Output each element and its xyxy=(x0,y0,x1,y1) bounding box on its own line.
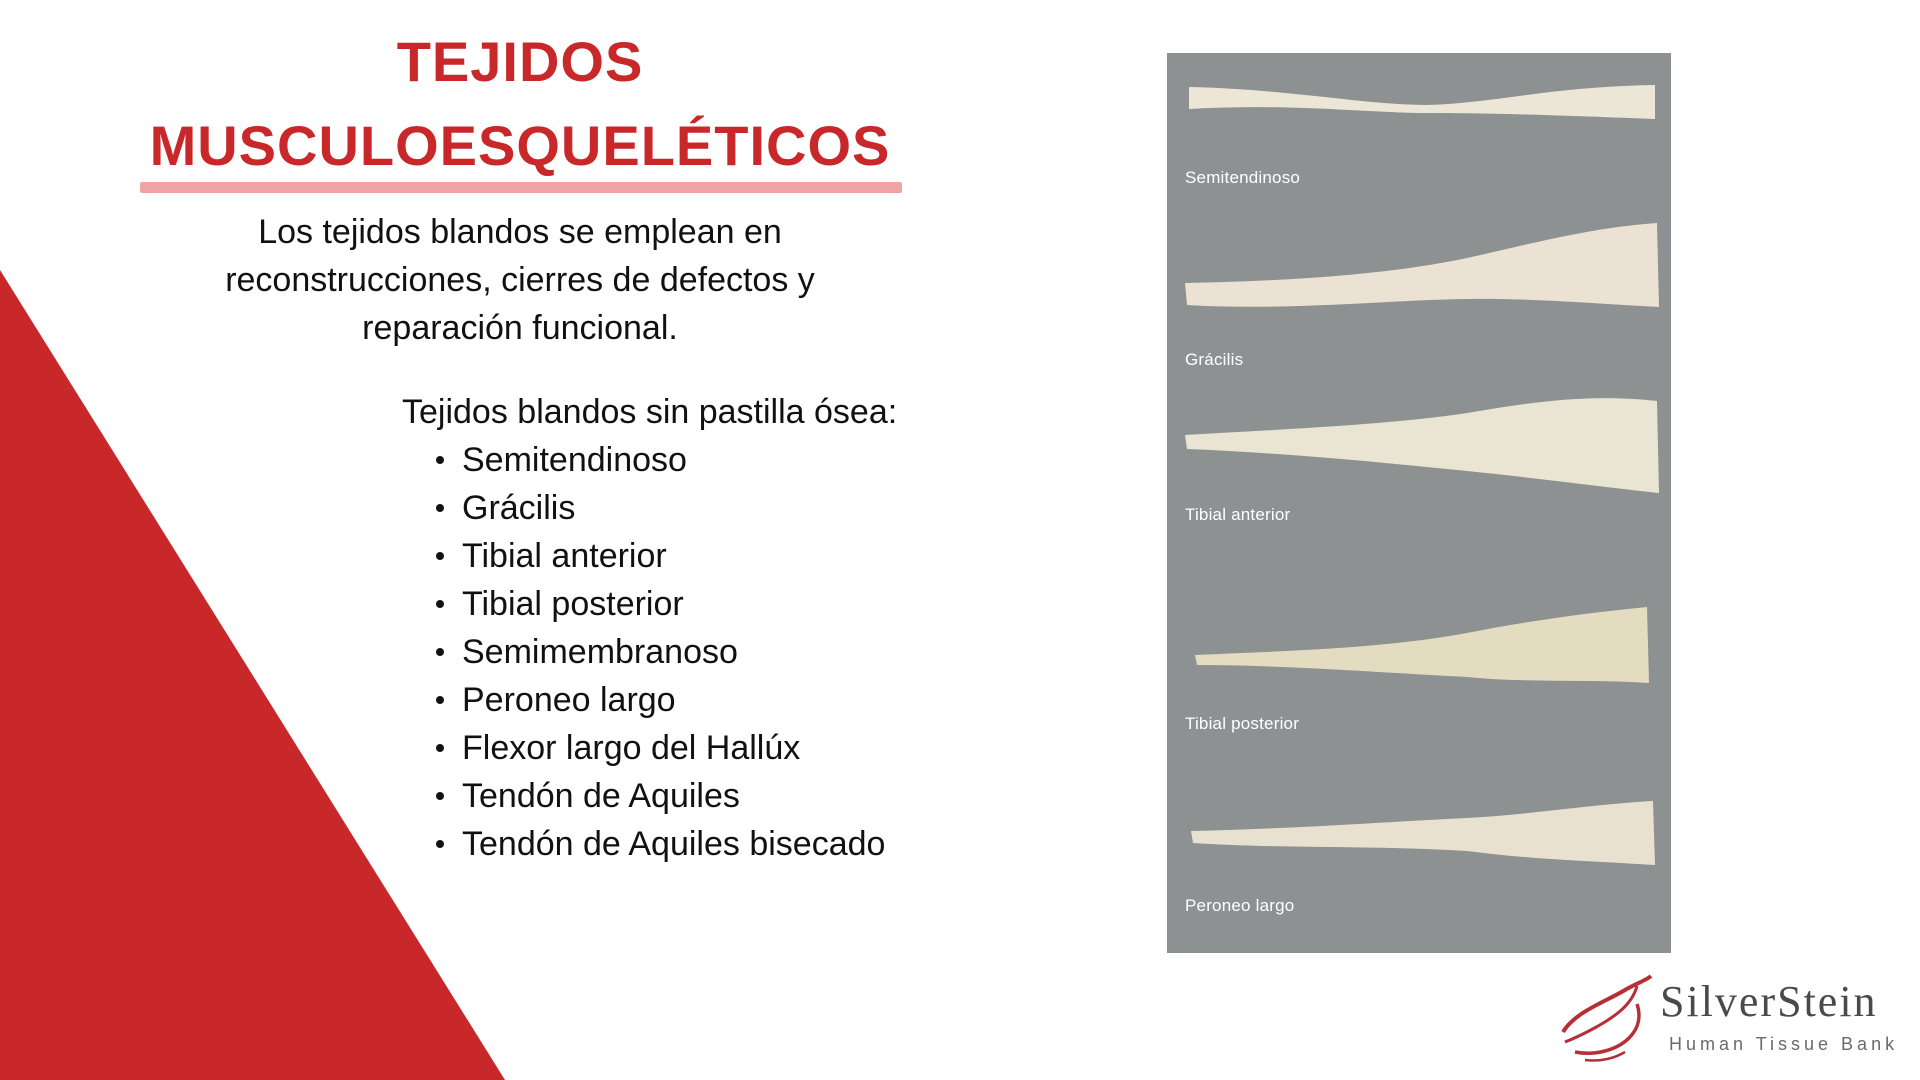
tendon-semitendinoso xyxy=(1189,85,1655,119)
silverstein-logo xyxy=(1555,972,1915,1064)
intro-paragraph xyxy=(150,208,890,352)
title-underline xyxy=(140,182,902,193)
tendon-gracilis xyxy=(1185,223,1659,307)
list-item: Semimembranoso xyxy=(462,628,885,676)
tendon-peroneo-largo xyxy=(1191,801,1655,865)
page-title xyxy=(130,20,910,188)
list-item: Peroneo largo xyxy=(462,676,885,724)
intro-line-1: Los tejidos blandos se emplean en xyxy=(258,213,782,251)
list-item: Tibial anterior xyxy=(462,532,885,580)
logo-subtitle: Human Tissue Bank xyxy=(1669,1034,1899,1054)
list-item: Flexor largo del Hallúx xyxy=(462,724,885,772)
tissue-list xyxy=(462,436,885,868)
tendon-label: Tibial anterior xyxy=(1185,505,1291,524)
tendon-photo-panel xyxy=(1167,53,1671,953)
title-line-1: TEJIDOS xyxy=(396,30,644,93)
list-heading: Tejidos blandos sin pastilla ósea: xyxy=(402,393,898,431)
list-item: Semitendinoso xyxy=(462,436,885,484)
tendon-label: Semitendinoso xyxy=(1185,168,1301,187)
tendon-illustrations xyxy=(1167,53,1671,953)
tendon-label: Peroneo largo xyxy=(1185,896,1295,915)
title-line-2: MUSCULOESQUELÉTICOS xyxy=(149,114,891,177)
list-item: Tendón de Aquiles bisecado xyxy=(462,820,885,868)
logo-swirl-icon xyxy=(1555,972,1655,1064)
list-item: Tibial posterior xyxy=(462,580,885,628)
tendon-tibial-anterior xyxy=(1185,398,1659,493)
tendon-label: Grácilis xyxy=(1185,350,1244,369)
list-item: Grácilis xyxy=(462,484,885,532)
intro-line-2: reconstrucciones, cierres de defectos y xyxy=(225,261,815,299)
intro-line-3: reparación funcional. xyxy=(362,309,678,347)
logo-name: SilverStein xyxy=(1660,977,1878,1026)
tendon-tibial-posterior xyxy=(1195,607,1649,683)
tendon-label: Tibial posterior xyxy=(1185,714,1300,733)
list-item: Tendón de Aquiles xyxy=(462,772,885,820)
